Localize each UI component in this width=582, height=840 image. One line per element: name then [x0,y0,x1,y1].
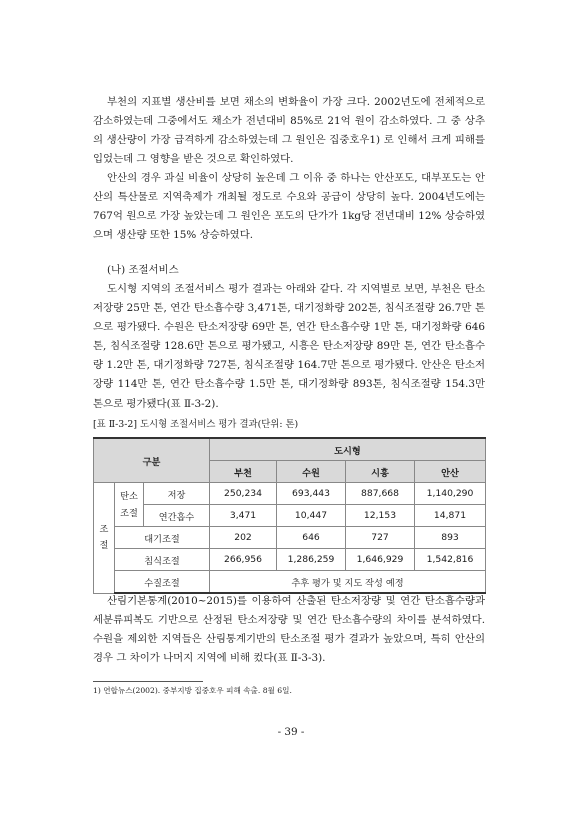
cell-value: 1,542,816 [415,549,486,571]
cell-value: 14,871 [415,505,486,527]
cell-value: 893 [415,527,486,549]
side-label-regulation [94,483,115,594]
cell-value: 202 [210,527,277,549]
cell-value: 727 [346,527,415,549]
footnote-divider [93,681,203,682]
paragraph-regulation-results: 도시형 지역의 조절서비스 평가 결과는 아래와 같다. 각 지역별로 보면, 부천은 탄소저장량 25만 톤, 연간 탄소흡수량 3,471톤, 대기정화량 202톤, 침식조절량 26.7만 톤으로 평가됐다. 수원은 탄소저장량 69만 톤, 연간 탄소흡수량 1만 톤, 대기정화량 646톤, 침식조절량 128.6만 톤으로 평가됐고, 시흥은 탄소저장량 89만 톤, 연간 탄소흡수량 1.2만 톤, 대기정화량 727톤, 침식조절량 164.7만 톤으로 평가됐다. 안산은 탄소저장량 114만 톤, 연간 탄소흡수량 1.5만 톤, 대기정화량 893톤, 침식조절량 154.3만 톤으로 평가됐다(표 Ⅱ-3-2). [93,283,485,410]
cell-value: 12,153 [346,505,415,527]
table-row [94,505,486,527]
cell-value: 3,471 [210,505,277,527]
header-category: 구분 [94,438,210,483]
paragraph-comparison: 산림기본통계(2010~2015)를 이용하여 산출된 탄소저장량 및 연간 탄소흡수량과 세분류피복도 기반으로 산정된 탄소저장량 및 연간 탄소흡수량의 차이를 분석하였다. 수원을 제외한 지역들은 산림통계기반의 탄소조절 평가 결과가 높았으며, 특히 안산의 경우 그 차이가 나머지 지역에 비해 컸다(표 Ⅱ-3-3). [93,595,485,665]
cell-value: 646 [277,527,346,549]
header-region: 수원 [277,461,346,483]
cell-value: 887,668 [346,483,415,505]
table-row [94,571,486,594]
header-group: 도시형 [210,438,486,461]
footnote: 1) 연합뉴스(2002). 중부지방 집중호우 피해 속출. 8월 6일. [93,686,292,695]
header-region: 시흥 [346,461,415,483]
table-caption: [표 Ⅱ-3-2] 도시형 조절서비스 평가 결과(단위: 톤) [93,419,299,430]
side-label-text: 조절 [99,523,109,551]
header-region: 부천 [210,461,277,483]
paragraph-ansan-production: 안산의 경우 과실 비율이 상당히 높은데 그 이유 중 하나는 안산포도, 대부포도는 안산의 특산물로 지역축제가 개최될 정도로 수요와 공급이 상당히 높다. 2004년도에는 767억 원으로 가장 높았는데 그 원인은 포도의 단가가 1kg당 전년대비 12% 상승하였으며 생산량 또한 15% 상승하였다. [93,172,485,242]
row-label: 수질조절 [115,571,210,594]
cell-value: 1,646,929 [346,549,415,571]
cell-value: 250,234 [210,483,277,505]
row-label: 저장 [144,483,210,505]
cell-value: 10,447 [277,505,346,527]
row-label: 연간흡수 [144,505,210,527]
table-row [94,549,486,571]
regulation-service-table [93,437,486,594]
header-region: 안산 [415,461,486,483]
cell-note: 추후 평가 및 지도 작성 예정 [210,571,486,594]
cell-value: 1,140,290 [415,483,486,505]
paragraph-bucheon-production: 부천의 지표별 생산비를 보면 채소의 변화율이 가장 크다. 2002년도에 전체적으로 감소하였는데 그중에서도 채소가 전년대비 85%로 21억 원이 감소하였다. 그 중 상추의 생산량이 가장 급격하게 감소하였는데 그 원인은 집중호우1) 로 인해서 크게 피해를 입었는데 그 영향을 받은 것으로 확인하였다. [93,96,485,166]
row-label: 대기조절 [115,527,210,549]
table-row [94,527,486,549]
carbon-group-text: 탄소조절 [120,490,138,519]
page-number: - 39 - [277,726,305,738]
table-row [94,483,486,505]
cell-value: 266,956 [210,549,277,571]
carbon-group-label [115,483,144,527]
cell-value: 693,443 [277,483,346,505]
section-heading-regulation: (나) 조절서비스 [107,264,179,276]
row-label: 침식조절 [115,549,210,571]
cell-value: 1,286,259 [277,549,346,571]
